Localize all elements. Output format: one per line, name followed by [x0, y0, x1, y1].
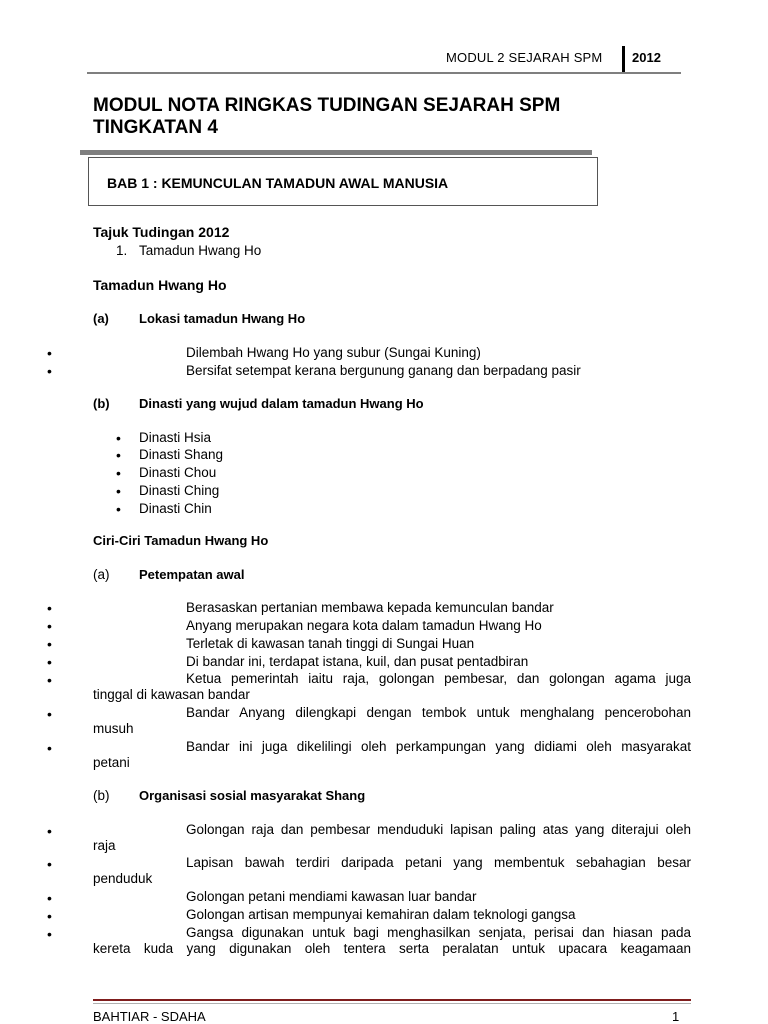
subsection-a-label: (a) [93, 567, 110, 582]
header-rule [87, 72, 681, 74]
list-item: Dinasti Shang [139, 447, 224, 462]
list-item: Bandar Anyang dilengkapi dengan tembok untuk menghalang pencerobohan [186, 705, 691, 720]
bullet-dot: • [47, 740, 52, 756]
bullet-dot: • [47, 600, 52, 616]
list-item-continuation: penduduk [93, 871, 153, 886]
list-item: Di bandar ini, terdapat istana, kuil, dan pusat pentadbiran [186, 654, 529, 669]
list-item: Bersifat setempat kerana bergunung ganang dan berpadang pasir [186, 363, 581, 378]
list-item: Ketua pemerintah iaitu raja, golongan pembesar, dan golongan agama juga [186, 671, 691, 686]
chapter-box-shadow [80, 150, 592, 155]
tajuk-item: Tamadun Hwang Ho [139, 243, 262, 258]
list-item-continuation: petani [93, 755, 130, 770]
bullet-dot: • [47, 908, 52, 924]
subsection-b-label: (b) [93, 788, 110, 803]
bullet-dot: • [47, 345, 52, 361]
bullet-dot: • [116, 501, 121, 517]
chapter-title: BAB 1 : KEMUNCULAN TAMADUN AWAL MANUSIA [107, 175, 449, 191]
bullet-dot: • [47, 654, 52, 670]
subsection-b-title: Organisasi sosial masyarakat Shang [139, 788, 366, 803]
subsection-b-label: (b) [93, 396, 110, 411]
bullet-dot: • [47, 890, 52, 906]
list-item: Dinasti Chin [139, 501, 212, 516]
list-item-continuation: tinggal di kawasan bandar [93, 687, 250, 702]
tajuk-heading: Tajuk Tudingan 2012 [93, 224, 230, 240]
subsection-b-title: Dinasti yang wujud dalam tamadun Hwang Ho [139, 396, 424, 411]
list-item: Lapisan bawah terdiri daripada petani yang membentuk sebahagian besar [186, 855, 691, 870]
bullet-dot: • [116, 465, 121, 481]
list-item: Berasaskan pertanian membawa kepada kemunculan bandar [186, 600, 554, 615]
tajuk-number: 1. [116, 243, 128, 258]
bullet-dot: • [47, 706, 52, 722]
bullet-dot: • [47, 618, 52, 634]
bullet-dot: • [47, 672, 52, 688]
list-item: Golongan raja dan pembesar menduduki lapisan paling atas yang diterajui oleh [186, 822, 691, 837]
bullet-dot: • [116, 430, 121, 446]
list-item: Dinasti Chou [139, 465, 217, 480]
list-item: Golongan petani mendiami kawasan luar bandar [186, 889, 477, 904]
footer-rule [93, 999, 691, 1001]
list-item: Anyang merupakan negara kota dalam tamadun Hwang Ho [186, 618, 542, 633]
subsection-a-title: Lokasi tamadun Hwang Ho [139, 311, 306, 326]
bullet-dot: • [47, 636, 52, 652]
list-item: Bandar ini juga dikelilingi oleh perkampungan yang didiami oleh masyarakat [186, 739, 691, 754]
list-item: Dilembah Hwang Ho yang subur (Sungai Kuning) [186, 345, 481, 360]
list-item: Terletak di kawasan tanah tinggi di Sungai Huan [186, 636, 475, 651]
list-item: Golongan artisan mempunyai kemahiran dalam teknologi gangsa [186, 907, 576, 922]
header-divider [622, 46, 625, 72]
bullet-dot: • [47, 856, 52, 872]
footer-rule-thin [93, 1003, 691, 1004]
document-title: MODUL NOTA RINGKAS TUDINGAN SEJARAH SPM TINGKATAN 4 [93, 95, 561, 138]
list-item-continuation: musuh [93, 721, 134, 736]
list-item: Dinasti Hsia [139, 430, 212, 445]
bullet-dot: • [47, 926, 52, 942]
page-number: 1 [672, 1009, 680, 1024]
bullet-dot: • [47, 823, 52, 839]
footer-author: BAHTIAR - SDAHA [93, 1009, 206, 1024]
bullet-dot: • [116, 447, 121, 463]
list-item: Dinasti Ching [139, 483, 220, 498]
bullet-dot: • [116, 483, 121, 499]
list-item: Gangsa digunakan untuk bagi menghasilkan senjata, perisai dan hiasan pada [186, 925, 691, 940]
subsection-a-title: Petempatan awal [139, 567, 245, 582]
bullet-dot: • [47, 363, 52, 379]
section-heading-ciri-ciri: Ciri-Ciri Tamadun Hwang Ho [93, 533, 269, 548]
subsection-a-label: (a) [93, 311, 109, 326]
header-year: 2012 [632, 50, 661, 65]
header-module-title: MODUL 2 SEJARAH SPM [446, 50, 603, 65]
list-item-continuation: raja [93, 838, 116, 853]
list-item-continuation: kereta kuda yang digunakan oleh tentera serta peralatan untuk upacara keagamaan [93, 941, 691, 956]
section-heading-hwang-ho: Tamadun Hwang Ho [93, 277, 227, 293]
